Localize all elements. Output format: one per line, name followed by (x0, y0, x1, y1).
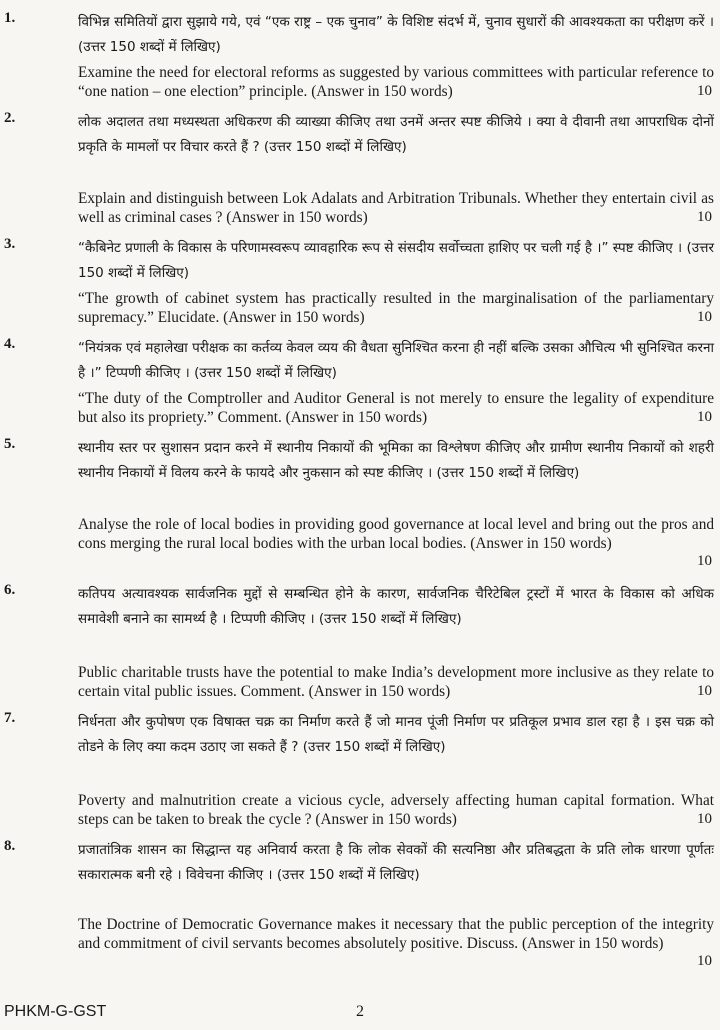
question-number: 5. (4, 436, 16, 452)
question-number: 6. (4, 582, 16, 598)
question-number: 1. (4, 10, 16, 26)
question-marks: 10 (697, 83, 712, 99)
question-marks: 10 (697, 409, 712, 425)
question-number: 2. (4, 110, 16, 126)
question-marks: 10 (697, 953, 712, 969)
question-text-hindi: निर्धनता और कुपोषण एक विषाक्त चक्र का निर्माण करते हैं जो मानव पूंजी निर्माण पर प्रतिकूल प्रभाव डाल रहा है । इस चक्र को तोडने के लिए क्या कदम उठाए जा सकते हैं ? (उत्तर 150 शब्दों में लिखिए) (78, 714, 714, 755)
question-text-english: “The growth of cabinet system has practically resulted in the marginalisation of the parliamentary supremacy.” Elucidate. (Answer in 150 words) (78, 290, 714, 326)
question-number: 8. (4, 838, 16, 854)
question-text-hindi: “कैबिनेट प्रणाली के विकास के परिणामस्वरूप व्यावहारिक रूप से संसदीय सर्वोच्चता हाशिए पर चली गई है ।” स्पष्ट कीजिए । (उत्तर 150 शब्दों में लिखिए) (78, 240, 714, 281)
question-text-english: Analyse the role of local bodies in providing good governance at local level and bring out the pros and cons merging the rural local bodies with the urban local bodies. (Answer in 150 words) (78, 516, 714, 552)
question-marks: 10 (697, 553, 712, 569)
question-text-hindi: कतिपय अत्यावश्यक सार्वजनिक मुद्दों से सम्बन्धित होने के कारण, सार्वजनिक चैरिटेबिल ट्रस्टों में भारत के विकास को अधिक समावेशी बनाने का सामर्थ्य है । टिप्पणी कीजिए । (उत्तर 150 शब्दों में लिखिए) (78, 586, 714, 627)
question-marks: 10 (697, 209, 712, 225)
question-text-english: “The duty of the Comptroller and Auditor General is not merely to ensure the legality of expenditure but also its propriety.” Comment. (Answer in 150 words) (78, 390, 714, 426)
question-marks: 10 (697, 683, 712, 699)
question-text-hindi: विभिन्न समितियों द्वारा सुझाये गये, एवं “एक राष्ट्र – एक चुनाव” के विशिष्ट संदर्भ में, चुनाव सुधारों की आवश्यकता का परीक्षण करें । (उत्तर 150 शब्दों में लिखिए) (78, 14, 714, 55)
question-text-hindi: प्रजातांत्रिक शासन का सिद्धान्त यह अनिवार्य करता है कि लोक सेवकों की सत्यनिष्ठा और प्रतिबद्धता के प्रति लोक धारणा पूर्णतः सकारात्मक बनी रहे । विवेचना कीजिए । (उत्तर 150 शब्दों में लिखिए) (78, 842, 714, 883)
question-marks: 10 (697, 309, 712, 325)
question-text-english: Examine the need for electoral reforms as suggested by various committees with particular reference to “one nation – one election” principle. (Answer in 150 words) (78, 64, 714, 100)
question-number: 3. (4, 236, 16, 252)
question-number: 7. (4, 710, 16, 726)
question-marks: 10 (697, 811, 712, 827)
question-text-hindi: लोक अदालत तथा मध्यस्थता अधिकरण की व्याख्या कीजिए तथा उनमें अन्तर स्पष्ट कीजिये । क्या वे दीवानी तथा आपराधिक दोनों प्रकृति के मामलों पर विचार करते हैं ? (उत्तर 150 शब्दों में लिखिए) (78, 114, 714, 155)
question-text-hindi: स्थानीय स्तर पर सुशासन प्रदान करने में स्थानीय निकायों की भूमिका का विश्लेषण कीजिए और ग्रामीण स्थानीय निकायों को शहरी स्थानीय निकायों में विलय करने के फायदे और नुकसान को स्पष्ट कीजिए । (उत्तर 150 शब्दों में लिखिए) (78, 440, 714, 481)
question-number: 4. (4, 336, 16, 352)
paper-code: PHKM-G-GST (4, 1003, 107, 1020)
question-text-english: Explain and distinguish between Lok Adalats and Arbitration Tribunals. Whether they entertain civil as well as criminal cases ? (Answer in 150 words) (78, 190, 714, 226)
question-text-english: Poverty and malnutrition create a vicious cycle, adversely affecting human capital formation. What steps can be taken to break the cycle ? (Answer in 150 words) (78, 792, 714, 828)
question-text-hindi: “नियंत्रक एवं महालेखा परीक्षक का कर्तव्य केवल व्यय की वैधता सुनिश्चित करना ही नहीं बल्कि उसका औचित्य भी सुनिश्चित करना है ।” टिप्पणी कीजिए । (उत्तर 150 शब्दों में लिखिए) (78, 340, 714, 381)
question-text-english: The Doctrine of Democratic Governance makes it necessary that the public perception of the integrity and commitment of civil servants becomes absolutely positive. Discuss. (Answer in 150 words) (78, 916, 714, 952)
page-number: 2 (356, 1003, 364, 1020)
question-text-english: Public charitable trusts have the potential to make India’s development more inclusive as they relate to certain vital public issues. Comment. (Answer in 150 words) (78, 664, 714, 700)
